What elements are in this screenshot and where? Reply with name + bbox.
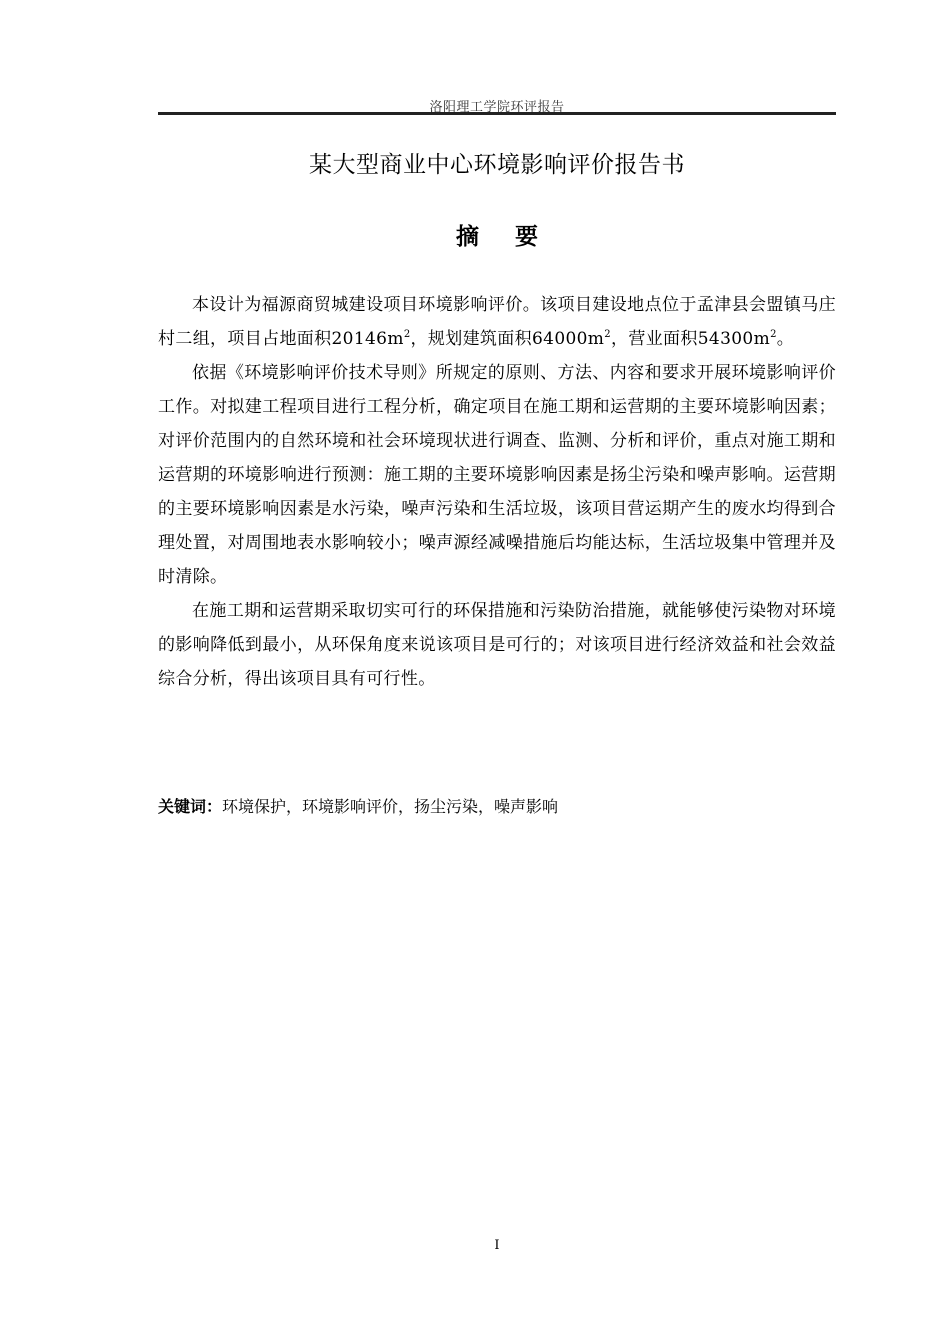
paragraph-1-text-b: ，规划建筑面积64000m (410, 329, 605, 349)
header-divider (158, 112, 836, 115)
paragraph-1-text-c: ，营业面积54300m (611, 329, 771, 349)
abstract-heading: 摘 要 (455, 224, 552, 250)
document-title: 某大型商业中心环境影响评价报告书 (309, 152, 685, 178)
keywords-value: 环境保护，环境影响评价，扬尘污染，噪声影响 (222, 797, 559, 816)
page-header: 洛阳理工学院环评报告 (429, 100, 565, 115)
page-number: I (494, 1238, 500, 1253)
abstract-body (158, 288, 836, 696)
superscript-2: 2 (604, 329, 611, 340)
keywords-line (158, 795, 836, 819)
superscript-2: 2 (403, 329, 411, 340)
abstract-paragraph-3: 在施工期和运营期采取切实可行的环保措施和污染防治措施，就能够使污染物对环境的影响降低到最小，从环保角度来说该项目是可行的；对该项目进行经济效益和社会效益综合分析，得出该项目具有可行性。 (158, 601, 836, 689)
paragraph-1-text-a: 本设计为福源商贸城建设项目环境影响评价。该项目建设地点位于孟津县会盟镇马庄村二组，项目占地面积20146m (158, 295, 836, 349)
paragraph-1-text-d: 。 (776, 329, 795, 349)
keywords-label: 关键词： (158, 797, 223, 816)
superscript-2: 2 (770, 329, 777, 340)
abstract-paragraph-2: 依据《环境影响评价技术导则》所规定的原则、方法、内容和要求开展环境影响评价工作。对拟建工程项目进行工程分析，确定项目在施工期和运营期的主要环境影响因素；对评价范围内的自然环境和社会环境现状进行调查、监测、分析和评价，重点对施工期和运营期的环境影响进行预测：施工期的主要环境影响因素是扬尘污染和噪声影响。运营期的主要环境影响因素是水污染，噪声污染和生活垃圾，该项目营运期产生的废水均得到合理处置，对周围地表水影响较小；噪声源经减噪措施后均能达标，生活垃圾集中管理并及时清除。 (158, 363, 836, 587)
abstract-paragraph-1 (158, 288, 836, 356)
